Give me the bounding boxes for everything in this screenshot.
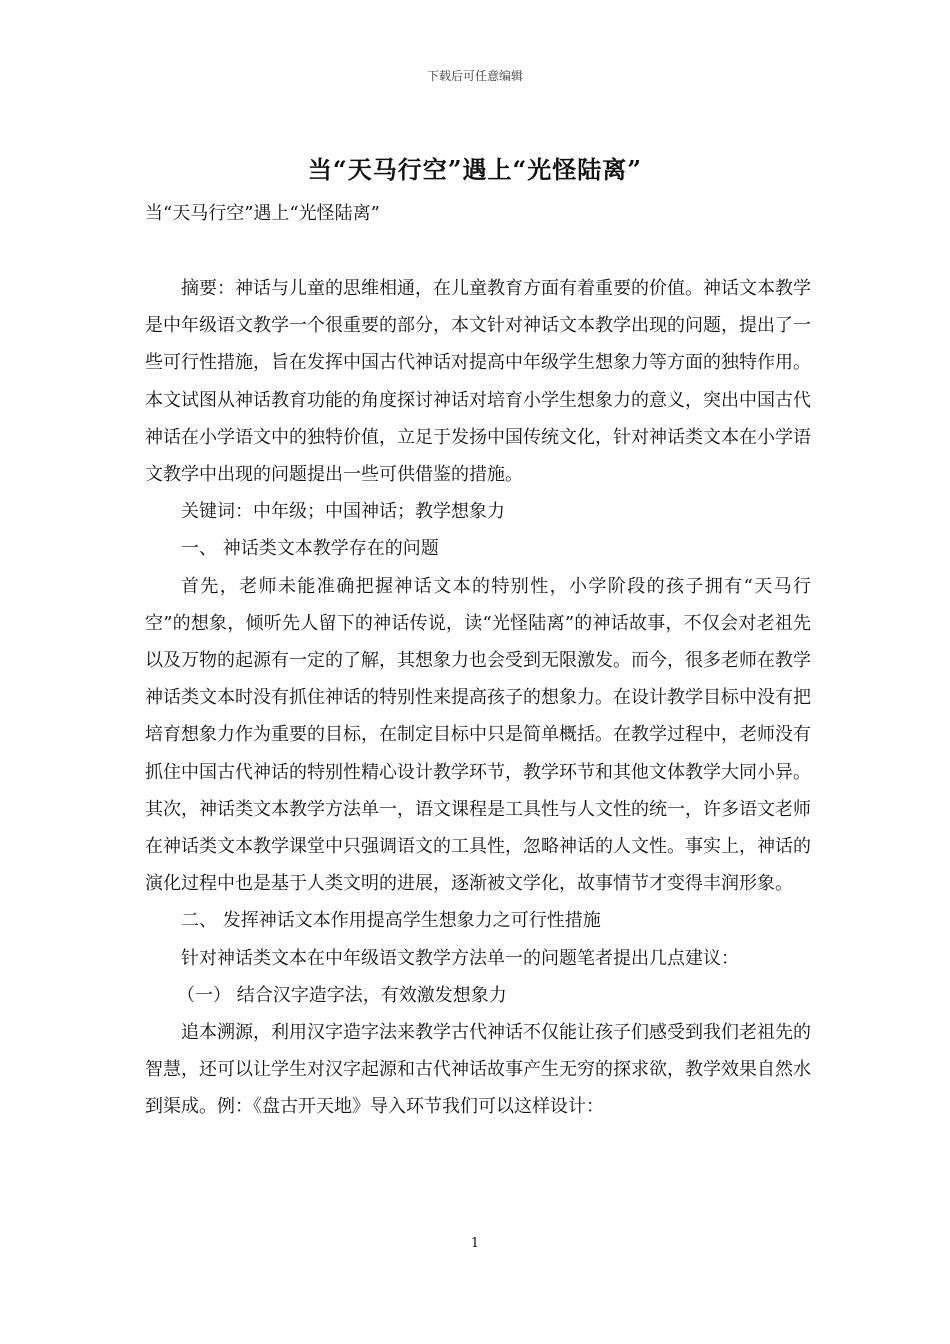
document-subtitle: 当“天马行空”遇上“光怪陆离” [145,203,380,224]
document-body [145,270,811,1126]
body-paragraph: 针对神话类文本在中年级语文教学方法单一的问题笔者提出几点建议： [181,947,739,969]
section-heading-2: 二、 发挥神话文本作用提高学生想象力之可行性措施 [181,910,601,932]
document-title: 当“天马行空”遇上“光怪陆离” [307,155,643,184]
header-note: 下载后可任意编辑 [426,69,523,83]
page-number: 1 [470,1236,480,1251]
abstract-paragraph: 摘要：神话与儿童的思维相通，在儿童教育方面有着重要的价值。神话文本教学是中年级语文教学一个很重要的部分，本文针对神话文本教学出现的问题，提出了一些可行性措施，旨在发挥中国古代神话对提高中年级学生想象力等方面的独特作用。本文试图从神话教育功能的角度探讨神话对培育小学生想象力的意义，突出中国古代神话在小学语文中的独特价值，立足于发扬中国传统文化，针对神话类文本在小学语文教学中出现的问题提出一些可供借鉴的措施。 [145,278,811,486]
body-paragraph: 追本溯源，利用汉字造字法来教学古代神话不仅能让孩子们感受到我们老祖先的智慧，还可以让学生对汉字起源和古代神话故事产生无穷的探求欲，教学效果自然水到渠成。例：《盘古开天地》导入环节我们可以这样设计： [145,1022,811,1118]
body-paragraph: 首先，老师未能准确把握神话文本的特别性，小学阶段的孩子拥有“天马行空”的想象，倾听先人留下的神话传说，读“光怪陆离”的神话故事，不仅会对老祖先以及万物的起源有一定的了解，其想象力也会受到无限激发。而今，很多老师在教学神话类文本时没有抓住神话的特别性来提高孩子的想象力。在设计教学目标中没有把培育想象力作为重要的目标，在制定目标中只是简单概括。在教学过程中，老师没有抓住中国古代神话的特别性精心设计教学环节，教学环节和其他文体教学大同小异。其次，神话类文本教学方法单一，语文课程是工具性与人文性的统一，许多语文老师在神话类文本教学课堂中只强调语文的工具性，忽略神话的人文性。事实上，神话的演化过程中也是基于人类文明的进展，逐渐被文学化，故事情节才变得丰润形象。 [145,575,811,895]
subsection-heading-1: （一） 结合汉字造字法，有效激发想象力 [177,984,507,1006]
keywords-line: 关键词：中年级；中国神话；教学想象力 [181,501,505,523]
section-heading-1: 一、 神话类文本教学存在的问题 [181,538,439,560]
